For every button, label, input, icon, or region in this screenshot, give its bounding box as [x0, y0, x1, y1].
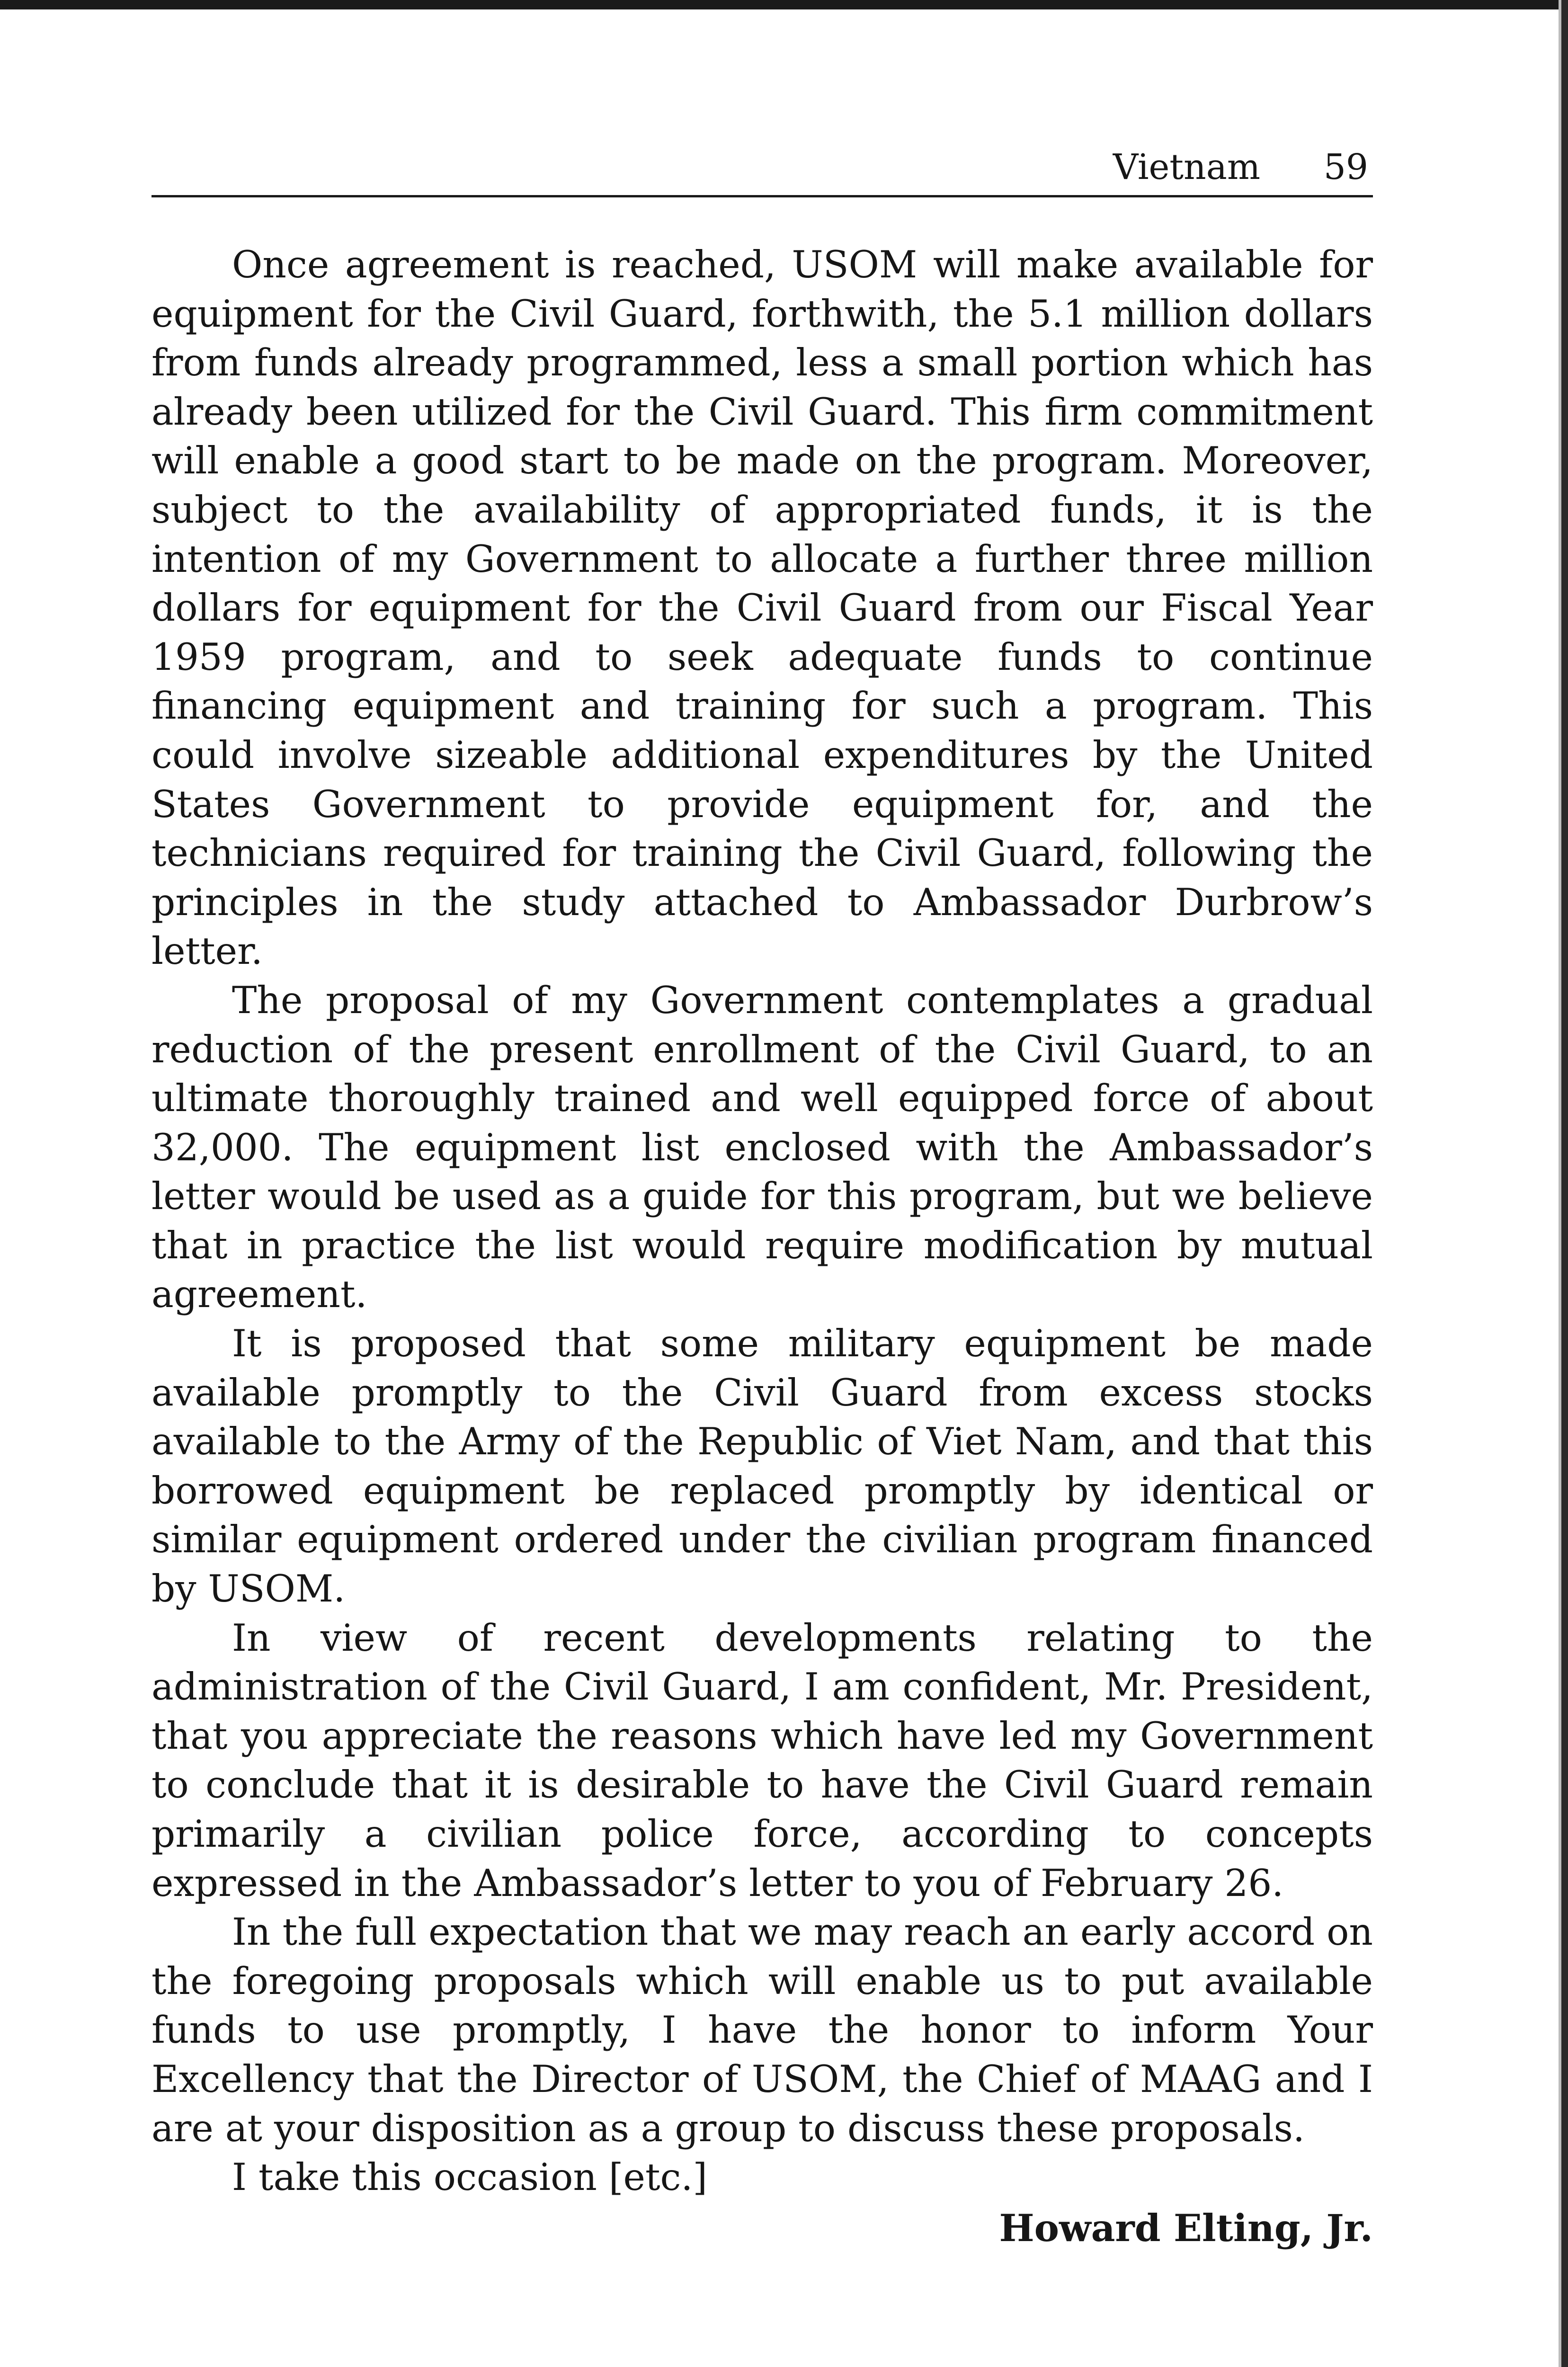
paragraph-funding-commitment: Once agreement is reached, USOM will make available for equipment for the Civil Guard, forthwith, the 5.1 million dollars from funds already programmed, less a small portion which has already been utilized for the Civil Guard. This firm commitment will enable a good start to be made on the program. Moreover, subject to the availability of appropriated funds, it is the intention of my Government to allocate a further three million dollars for equipment for the Civil Guard from our Fiscal Year 1959 program, and to seek adequate funds to continue financing equipment and training for such a program. This could involve sizeable additional expenditures by the United States Government to provide equipment for, and the technicians required for training the Civil Guard, following the principles in the study attached to Ambassador Durbrow’s letter. [151, 243, 1373, 973]
running-header [151, 137, 1373, 197]
signature: Howard Elting, Jr. [999, 2206, 1373, 2250]
running-title: Vietnam [1113, 147, 1260, 187]
page-number: 59 [1323, 147, 1368, 187]
page-right-edge [1561, 0, 1568, 2367]
page-top-edge [0, 0, 1568, 9]
closing-line: I take this occasion [etc.] [232, 2155, 708, 2199]
letter-body [151, 240, 1373, 2254]
paragraph-civilian-police-force: In view of recent developments relating to the administration of the Civil Guard, I am confident, Mr. President, that you appreciate the reasons which have led my Government to conclude that it is desirable to have the Civil Guard remain primarily a civilian police force, according to concepts expressed in the Ambassador’s letter to you of February 26. [151, 1616, 1373, 1905]
paragraph-expectation-of-accord: In the full expectation that we may reach an early accord on the foregoing proposals which will enable us to put available funds to use promptly, I have the honor to inform Your Excellency that the Director of USOM, the Chief of MAAG and I are at your disposition as a group to discuss these proposals. [151, 1910, 1373, 2150]
paragraph-enrollment-reduction: The proposal of my Government contemplates a gradual reduction of the present enrollment of the Civil Guard, to an ultimate thoroughly trained and well equipped force of about 32,000. The equipment list enclosed with the Ambassador’s letter would be used as a guide for this program, but we believe that in practice the list would require modification by mutual agreement. [151, 978, 1373, 1317]
paragraph-military-equipment: It is proposed that some military equipment be made available promptly to the Civil Guard from excess stocks available to the Army of the Republic of Viet Nam, and that this borrowed equipment be replaced promptly by identical or similar equipment ordered under the civilian program financed by USOM. [151, 1322, 1373, 1611]
